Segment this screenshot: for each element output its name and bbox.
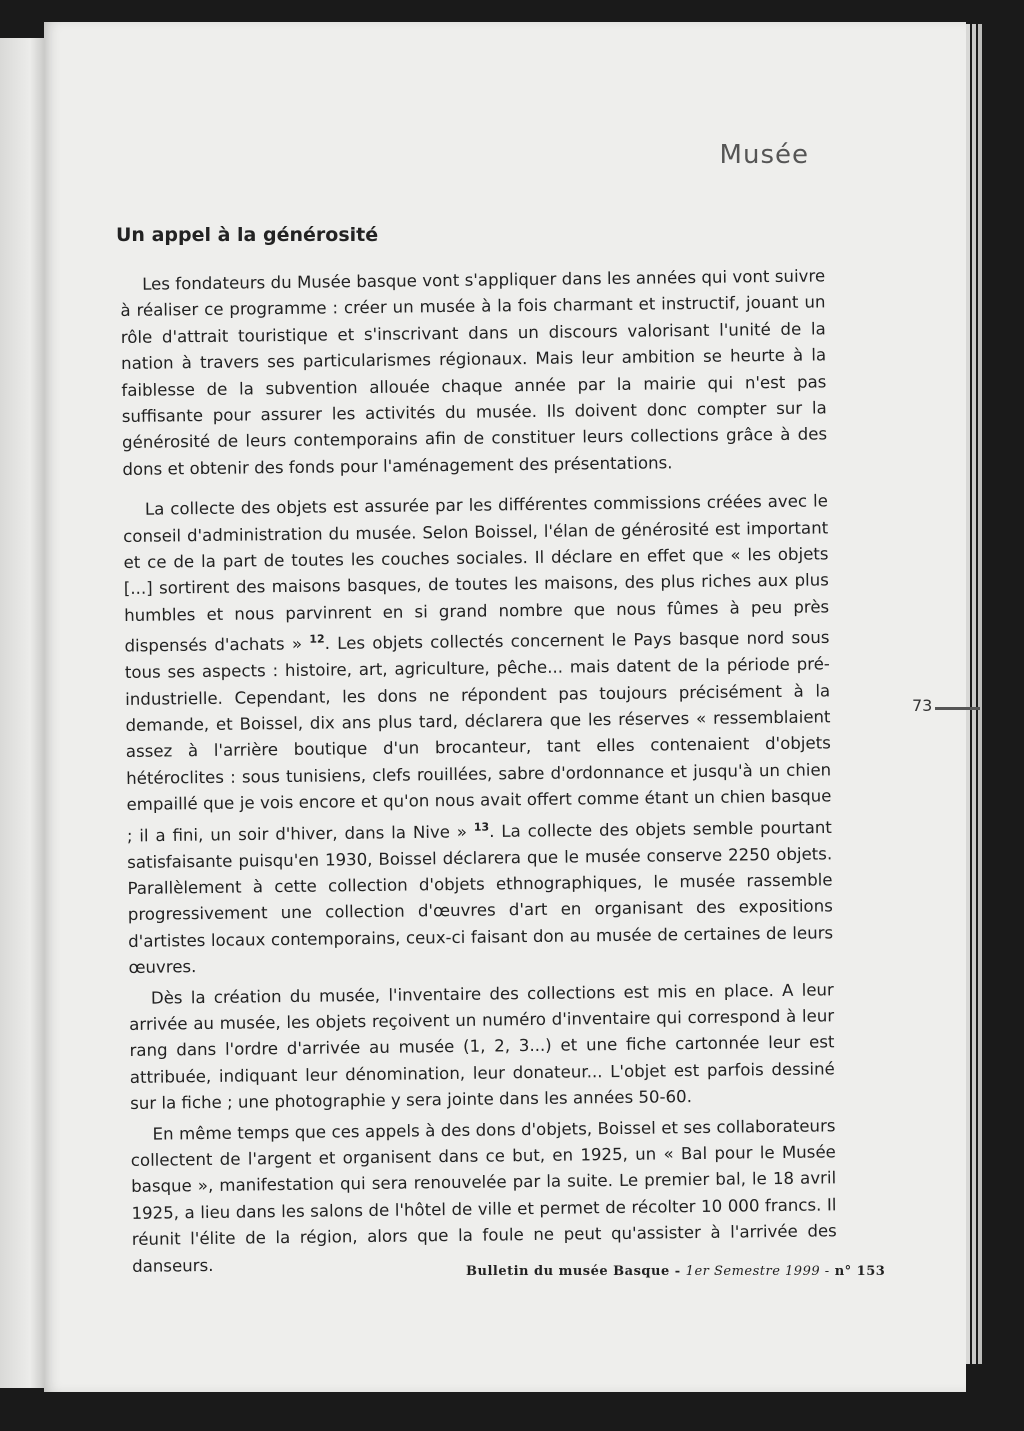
footnote-ref: 12 [309, 632, 325, 646]
footnote-ref: 13 [473, 820, 490, 834]
text-span: . La collecte des objets semble pourtant satisfaisante puisqu'en 1930, Boissel déclarera que le musée conserve 2250 objets. Parallèlement à cette collection d'objets ethnographiques, le musée rassemble progressivement une collection d'œuvres d'art en organisant des expositions d'artistes locaux contemporains, ceux-ci faisant don au musée de certaines de leurs œuvres. [127, 817, 834, 978]
footer [466, 1264, 885, 1279]
page-stack-edge [972, 24, 976, 1364]
page-marker-line [935, 707, 980, 710]
section-title: Musée [719, 140, 809, 170]
paragraph [123, 489, 834, 982]
text-span: . Les objets collectés concernent le Pays basque nord sous tous ses aspects : histoire, art, agriculture, pêche... mais datent de la période pré-industrielle. Cependant, les dons ne répondent pas toujours précisément à la demande, et Boissel, dix ans plus tard, déclarera que les réserves « ressemblaient assez à l'arrière boutique d'un brocanteur, tant elles contenaient d'objets hétéroclites : sous tunisiens, clefs rouillées, sabre d'ordonnance et jusqu'à un chien empaillé que je vois encore et qu'on nous avait offert comme étant un chien basque ; il a fini, un soir d'hiver, dans la Nive » [124, 628, 832, 846]
article-heading: Un appel à la générosité [116, 224, 379, 246]
paragraph: Dès la création du musée, l'inventaire des collections est mis en place. A leur arrivée au musée, les objets reçoivent un numéro d'inventaire qui correspond à leur rang dans l'ordre d'arrivée au musée (1, 2, 3...) et une fiche cartonnée leur est attribuée, indiquant leur dénomination, leur donateur... L'objet est parfois dessiné sur la fiche ; une photographie y sera jointe dans les années 50-60. [129, 979, 835, 1114]
paragraph: En même temps que ces appels à des dons d'objets, Boissel et ses collaborateurs collectent de l'argent et organisent dans ce but, en 1925, un « Bal pour le Musée basque », manifestation qui sera renouvelée par la suite. Le premier bal, le 18 avril 1925, a lieu dans les salons de l'hôtel de ville et permet de récolter 10 000 francs. Il réunit l'élite de la région, alors que la foule ne peut qu'assister à l'arrivée des danseurs. [130, 1115, 837, 1276]
page-stack-edge [966, 24, 970, 1364]
left-page-edge [0, 38, 50, 1388]
text-span: La collecte des objets est assurée par les différentes commissions créées avec le conseil d'administration du musée. Selon Boissel, l'élan de générosité est important et ce de la part de toutes les couches sociales. Il déclare en effet que « les objets [...] sortirent des maisons basques, de toutes les maisons, des plus riches aux plus humbles et nous parvinrent en si grand nombre que nous fûmes à peu près dispensés d'achats » [123, 491, 830, 656]
paragraph: Les fondateurs du Musée basque vont s'appliquer dans les années qui vont suivre à réaliser ce programme : créer un musée à la fois charmant et instructif, jouant un rôle d'attrait touristique et s'inscrivant dans un discours valorisant l'unité de la nation à travers ses particularismes régionaux. Mais leur ambition se heurte à la faiblesse de la subvention allouée chaque année par la mairie qui n'est pas suffisante pour assurer les activités du musée. Ils doivent donc compter sur la générosité de leurs contemporains afin de constituer leurs collections grâce à des dons et obtenir des fonds pour l'aménagement des présentations. [120, 266, 828, 479]
page-stack-edge [978, 24, 982, 1364]
footer-issue: 1er Semestre 1999 - [685, 1264, 830, 1279]
article-body [120, 263, 837, 1294]
footer-number: n° 153 [834, 1264, 886, 1279]
page-number: 73 [912, 696, 933, 715]
footer-publication: Bulletin du musée Basque - [466, 1264, 681, 1279]
